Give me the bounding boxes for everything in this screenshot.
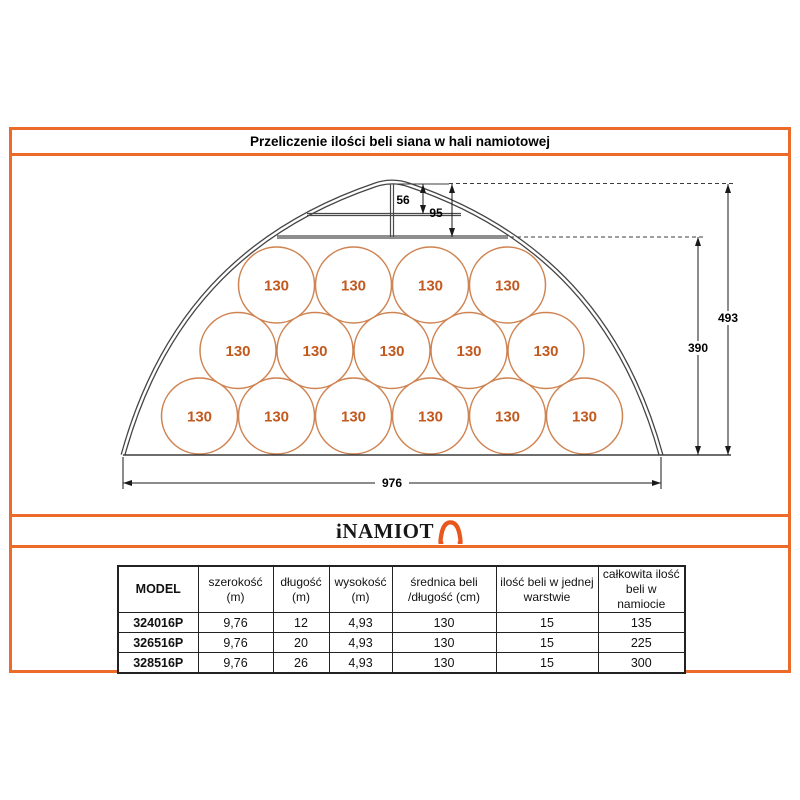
value-cell: 130 — [392, 613, 496, 633]
table-row — [118, 613, 685, 633]
hay-bale-diameter-label: 130 — [379, 343, 405, 360]
tent-cross-section-diagram — [12, 156, 788, 514]
brand-logo — [336, 518, 464, 545]
hay-bale-diameter-label: 130 — [302, 343, 328, 360]
hay-bale-diameter-label: 130 — [186, 408, 213, 426]
col-header-4: wysokość (m) — [329, 566, 392, 613]
spec-table-panel — [9, 545, 791, 673]
hay-bale-diameter-label: 130 — [571, 408, 598, 426]
reference-lines — [397, 184, 735, 238]
dim-label-493: 493 — [717, 311, 739, 325]
dim-label-976: 976 — [381, 476, 403, 490]
table-row — [118, 633, 685, 653]
value-cell: 4,93 — [329, 653, 392, 674]
table-row — [118, 653, 685, 674]
hay-bale-diameter-label: 130 — [417, 277, 444, 295]
page-title: Przeliczenie ilości beli siana w hali namiotowej — [249, 134, 551, 149]
value-cell: 4,93 — [329, 613, 392, 633]
dim-label-56: 56 — [396, 193, 410, 207]
value-cell: 4,93 — [329, 633, 392, 653]
value-cell: 9,76 — [198, 653, 273, 674]
model-cell: 324016P — [118, 613, 198, 633]
model-cell: 326516P — [118, 633, 198, 653]
tent-arch-icon — [437, 518, 464, 545]
model-cell: 328516P — [118, 653, 198, 674]
hay-bale-diameter-label: 130 — [340, 277, 367, 295]
value-cell: 15 — [496, 633, 598, 653]
table-body — [118, 613, 685, 674]
value-cell: 20 — [273, 633, 329, 653]
dim-label-390: 390 — [687, 341, 709, 355]
value-cell: 135 — [598, 613, 685, 633]
col-header-2: szerokość (m) — [198, 566, 273, 613]
value-cell: 130 — [392, 653, 496, 674]
dim-label-95: 95 — [429, 206, 443, 220]
logo-bar — [9, 514, 791, 548]
title-bar — [9, 127, 791, 156]
hay-bale-diameter-label: 130 — [533, 343, 559, 360]
value-cell: 26 — [273, 653, 329, 674]
table-header-row — [118, 566, 685, 613]
hay-bale-diameter-label: 130 — [494, 277, 521, 295]
brand-name: iNAMIOT — [336, 518, 434, 543]
value-cell: 12 — [273, 613, 329, 633]
col-header-6: ilość beli w jednej warstwie — [496, 566, 598, 613]
hay-bale-diameter-label: 130 — [225, 343, 251, 360]
hay-bale-diameter-label: 130 — [417, 408, 444, 426]
dimension-95 — [449, 184, 455, 237]
col-header-3: długość (m) — [273, 566, 329, 613]
value-cell: 130 — [392, 633, 496, 653]
value-cell: 15 — [496, 613, 598, 633]
hay-bale-diameter-label: 130 — [263, 277, 290, 295]
hay-bale-diameter-label: 130 — [263, 408, 290, 426]
value-cell: 9,76 — [198, 613, 273, 633]
hay-bale-diameter-label: 130 — [494, 408, 521, 426]
hay-bales-group — [162, 247, 623, 454]
tent-diagram-panel — [9, 153, 791, 517]
value-cell: 15 — [496, 653, 598, 674]
col-header-7: całkowita ilość beli w namiocie — [598, 566, 685, 613]
value-cell: 300 — [598, 653, 685, 674]
value-cell: 9,76 — [198, 633, 273, 653]
col-header-1: MODEL — [118, 566, 198, 613]
spec-table — [117, 565, 686, 674]
col-header-5: średnica beli /długość (cm) — [392, 566, 496, 613]
hay-bale-diameter-label: 130 — [340, 408, 367, 426]
hay-bale-diameter-label: 130 — [456, 343, 482, 360]
value-cell: 225 — [598, 633, 685, 653]
